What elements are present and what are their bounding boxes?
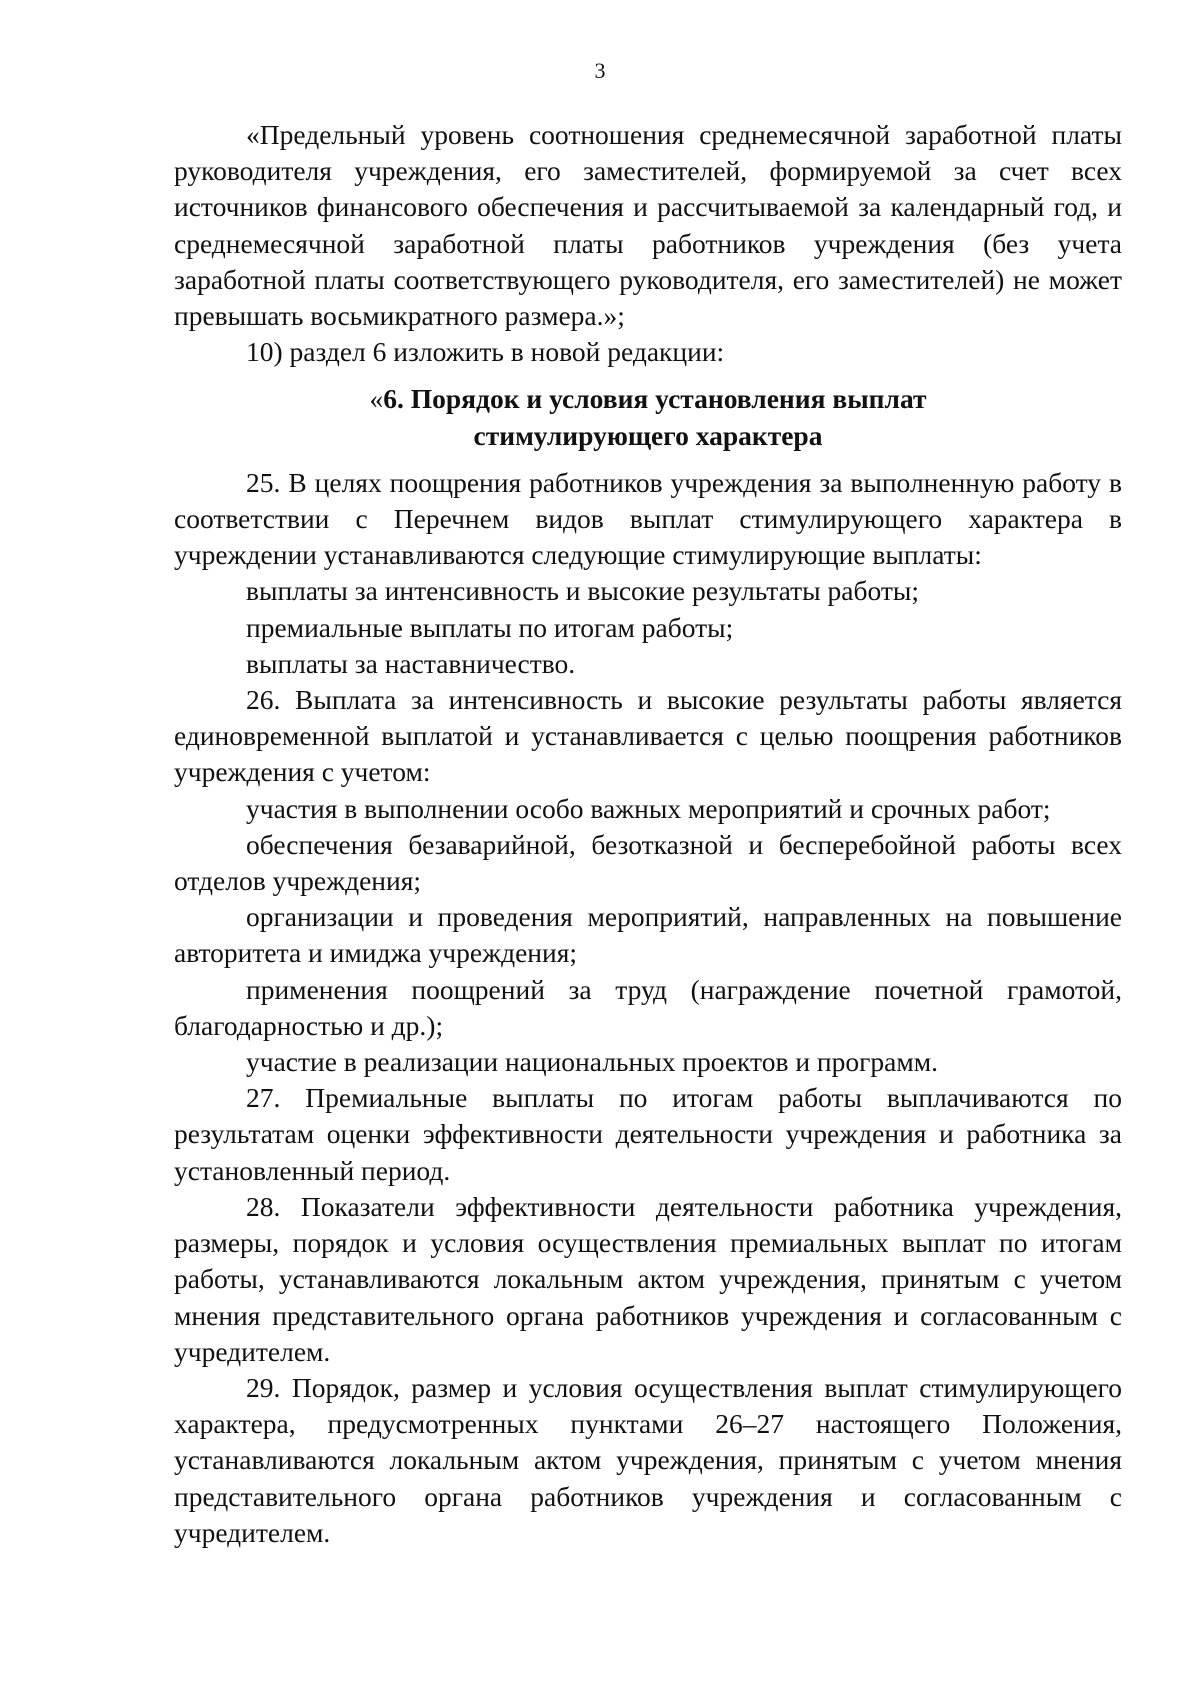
paragraph-25-item-3: выплаты за наставничество. [246,647,576,679]
section-heading-line-1 [174,381,1122,417]
paragraph-26-item-3: организации и проведения мероприятий, направленных на повышение авторитета и имиджа учреждения; [174,901,1122,969]
paragraph-salary-ratio: «Предельный уровень соотношения среднемесячной заработной платы руководителя учреждения, его заместителей, формируемой за счет всех источников финансового обеспечения и рассчитываемой за календарный год, и среднемесячной заработной платы работников учреждения (без учета заработной платы соответствующего руководителя, его заместителей) не может превышать восьмикратного размера.»; [174,119,1122,332]
section-heading [174,381,1122,453]
paragraph-26: 26. Выплата за интенсивность и высокие результаты работы является единовременной выплатой и устанавливается с целью поощрения работников учреждения с учетом: [174,684,1122,788]
paragraph-29: 29. Порядок, размер и условия осуществления выплат стимулирующего характера, предусмотренных пунктами 26–27 настоящего Положения, устанавливаются локальным актом учреждения, принятым с учетом мнения представительного органа работников учреждения и согласованным с учредителем. [174,1371,1122,1548]
page-number: 3 [594,58,606,83]
heading-line-1-text: 6. Порядок и условия установления выплат [383,383,927,415]
paragraph-25-item-2: премиальные выплаты по итогам работы; [246,611,734,643]
section-heading-line-2: стимулирующего характера [473,419,823,451]
paragraph-26-item-2: обеспечения безаварийной, безотказной и бесперебойной работы всех отделов учреждения; [174,828,1122,897]
heading-open-quote: « [369,383,384,415]
paragraph-25: 25. В целях поощрения работников учреждения за выполненную работу в соответствии с Перечнем видов выплат стимулирующего характера в учреждении устанавливаются следующие стимулирующие выплаты: [174,466,1122,571]
paragraph-26-item-4: применения поощрений за труд (награждение почетной грамотой, благодарностью и др.); [174,973,1122,1041]
paragraph-amendment-10: 10) раздел 6 изложить в новой редакции: [246,336,725,368]
document-body [174,117,1122,1551]
paragraph-26-item-5: участие в реализации национальных проектов и программ. [246,1046,939,1078]
paragraph-25-item-1: выплаты за интенсивность и высокие результаты работы; [246,575,919,607]
paragraph-28: 28. Показатели эффективности деятельности работника учреждения, размеры, порядок и условия осуществления премиальных выплат по итогам работы, устанавливаются локальным актом учреждения, принятым с учетом мнения представительного органа работников учреждения и согласованным с учредителем. [174,1190,1122,1367]
paragraph-26-item-1: участия в выполнении особо важных мероприятий и срочных работ; [246,792,1051,824]
paragraph-27: 27. Премиальные выплаты по итогам работы выплачиваются по результатам оценки эффективности деятельности учреждения и работника за установленный период. [174,1082,1122,1186]
